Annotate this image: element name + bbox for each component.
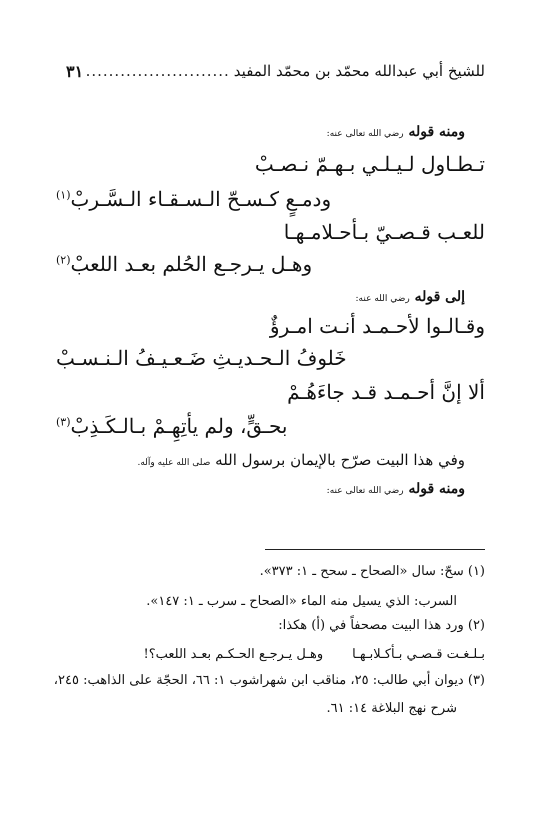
statement-paragraph	[50, 451, 465, 469]
footnote-2-verse	[50, 647, 485, 662]
verse-line	[56, 220, 485, 244]
statement-blessing: صلى الله عليه وآله.	[137, 458, 211, 468]
verse-text: خَلوفُ الـحـديـثِ ضَـعـيـفُ الـنـسـبْ	[56, 346, 347, 370]
verse-line	[56, 152, 485, 176]
intro-honorific: رضي الله تعالى عنه:	[326, 129, 404, 139]
running-header	[66, 58, 485, 84]
verse-text: للعـب قـصـيّ بـأحـلامـهـا	[283, 220, 485, 244]
footnote-1-continued: السرب: الذي يسيل منه الماء «الصحاح ـ سرب ـ ١: ١٤٧».	[146, 594, 457, 609]
verse-text: وقـالـوا لأحـمـد أنـت امـرؤٌ	[269, 314, 485, 338]
footnote-separator	[265, 549, 485, 550]
intro-honorific: رضي الله تعالى عنه:	[326, 486, 404, 496]
intro-text: ومنه قوله	[408, 481, 465, 497]
footnote-2-verse-first: بـلـغـت قـصـي بـأكـلابـهـا	[352, 647, 485, 662]
verse-line	[56, 252, 485, 276]
intro-heading-3	[60, 481, 465, 497]
verse-line	[56, 346, 485, 370]
statement-text: وفي هذا البيت صرّح بالإيمان برسول الله	[215, 451, 465, 469]
verse-line	[56, 414, 485, 438]
verse-line	[56, 314, 485, 338]
footnote-2-verse-second: وهـل يـرجـع الحـكـم بعـد اللعب؟!	[143, 647, 324, 662]
intro-text: ومنه قوله	[408, 124, 465, 140]
verse-line	[56, 380, 485, 404]
intro-honorific: رضي الله عنه:	[355, 294, 410, 304]
footnote-3: (٣) ديوان أبي طالب: ٢٥، مناقب ابن شهراشوب ١: ٦٦، الحجّة على الذاهب: ٢٤٥،	[53, 673, 485, 688]
footnote-1: (١) سحّ: سال «الصحاح ـ سحح ـ ١: ٣٧٣».	[259, 564, 485, 579]
footnote-3-continued: شرح نهج البلاغة ١٤: ٦١.	[326, 701, 457, 716]
verse-text: بحـقٍّ، ولم يأتِهِـمْ بـالـكَـذِبْ	[70, 414, 288, 438]
footnote-2: (٢) ورد هذا البيت مصحفاً في (أ) هكذا:	[278, 618, 485, 633]
header-leader-dots	[87, 62, 230, 80]
page-number: ٣١	[66, 61, 84, 81]
intro-heading-1	[60, 124, 465, 140]
verse-text: تـطـاول لـيـلـي بـهـمّ نـصـبْ	[254, 152, 485, 176]
verse-text: ودمـعٍ كـسـحّ الـسـقـاء الـسَّـربْ	[70, 187, 332, 211]
verse-text: ألا إنَّ أحـمـد قـد جاءَهُـمْ	[287, 380, 485, 404]
intro-heading-2	[60, 289, 465, 305]
footnote-marker: (٣)	[56, 415, 71, 429]
header-title: للشيخ أبي عبدالله محمّد بن محمّد المفيد	[233, 62, 485, 80]
footnote-marker: (٢)	[56, 253, 71, 267]
verse-text: وهـل يـرجـع الحُلم بعـد اللعبْ	[70, 252, 313, 276]
intro-text: إلى قوله	[414, 289, 465, 305]
footnote-marker: (١)	[56, 188, 71, 202]
verse-line	[56, 187, 485, 211]
